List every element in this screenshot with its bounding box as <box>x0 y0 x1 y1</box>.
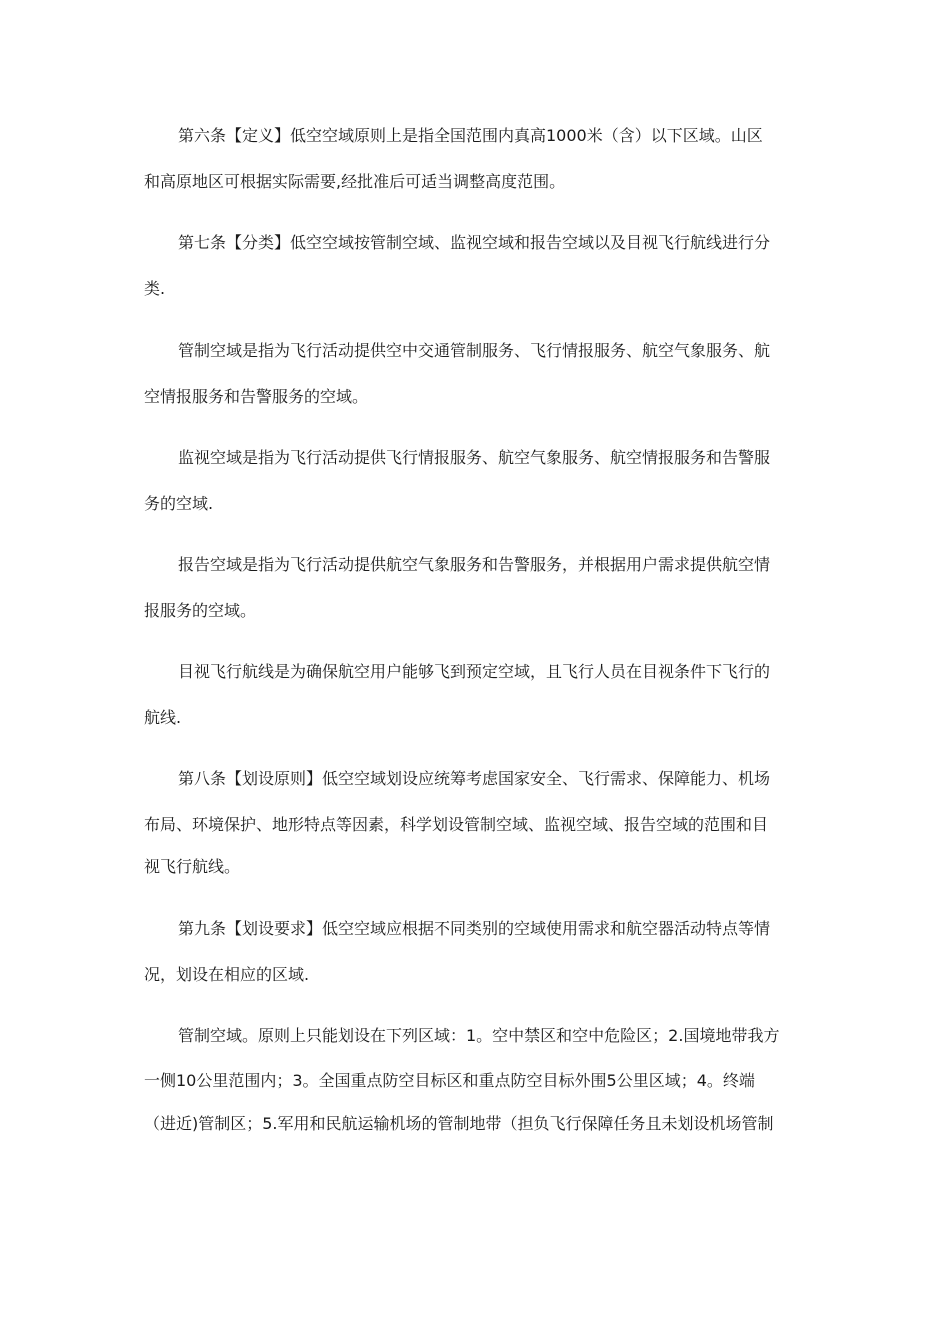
article-7-line-2: 类. <box>144 279 166 298</box>
reporting-airspace-line-1: 报告空域是指为飞行活动提供航空气象服务和告警服务，并根据用户需求提供航空情 <box>178 555 771 574</box>
controlled-airspace-line-2: 空情报服务和告警服务的空域。 <box>144 387 369 406</box>
visual-route-line-1: 目视飞行航线是为确保航空用户能够飞到预定空域，且飞行人员在目视条件下飞行的 <box>178 662 771 681</box>
controlled-airspace-line-1: 管制空域是指为飞行活动提供空中交通管制服务、飞行情报服务、航空气象服务、航 <box>178 341 771 360</box>
article-9-line-1: 第九条【划设要求】低空空域应根据不同类别的空域使用需求和航空器活动特点等情 <box>178 919 771 938</box>
article-6-line-2: 和高原地区可根据实际需要,经批准后可适当调整高度范围。 <box>144 172 566 191</box>
article-8-line-1: 第八条【划设原则】低空空域划设应统筹考虑国家安全、飞行需求、保障能力、机场 <box>178 769 771 788</box>
reporting-airspace-line-2: 报服务的空域。 <box>144 601 257 620</box>
controlled-zones-line-3: （进近)管制区；5.军用和民航运输机场的管制地带（担负飞行保障任务且未划设机场管制 <box>144 1114 774 1133</box>
article-8-line-3: 视飞行航线。 <box>144 857 241 876</box>
visual-route-line-2: 航线. <box>144 708 182 727</box>
controlled-zones-line-2: 一侧10公里范围内；3。全国重点防空目标区和重点防空目标外围5公里区域；4。终端 <box>144 1071 755 1090</box>
article-9-line-2: 况，划设在相应的区域. <box>144 965 310 984</box>
article-6-line-1: 第六条【定义】低空空域原则上是指全国范围内真高1000米（含）以下区域。山区 <box>178 126 763 145</box>
monitored-airspace-line-2: 务的空域. <box>144 494 214 513</box>
article-8-line-2: 布局、环境保护、地形特点等因素，科学划设管制空域、监视空域、报告空域的范围和目 <box>144 815 769 834</box>
monitored-airspace-line-1: 监视空域是指为飞行活动提供飞行情报服务、航空气象服务、航空情报服务和告警服 <box>178 448 771 467</box>
controlled-zones-line-1: 管制空域。原则上只能划设在下列区域：1。空中禁区和空中危险区；2.国境地带我方 <box>178 1026 780 1045</box>
article-7-line-1: 第七条【分类】低空空域按管制空域、监视空域和报告空域以及目视飞行航线进行分 <box>178 233 771 252</box>
